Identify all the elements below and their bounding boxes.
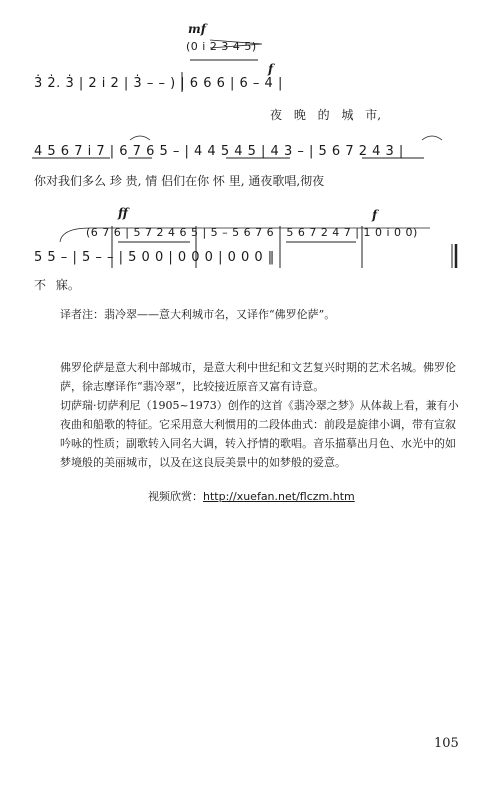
slur-mark <box>130 136 150 140</box>
score-row-1-lyrics: 夜 晚 的 城 市, <box>270 108 382 122</box>
video-label: 视频欣赏： <box>148 490 203 503</box>
dynamic-mf: mf <box>188 22 206 36</box>
score-row-1-notes: 3̇ 2̇. 3̇ | 2 i 2 | 3̇ – – ) | 6 6 6 | 6 – 4 | <box>34 76 283 91</box>
score-row-3-lower: 5 5 – | 5 – – | 5 0 0 | 0 0 0 | 0 0 0 ‖ <box>34 250 275 265</box>
dynamic-f: f <box>268 62 274 76</box>
page-number: 105 <box>434 736 459 751</box>
translator-note: 译者注：翡冷翠——意大利城市名，又译作“佛罗伦萨”。 <box>60 308 336 321</box>
paragraph-1: 佛罗伦萨是意大利中部城市，是意大利中世纪和文艺复兴时期的艺术名城。佛罗伦萨，徐志摩译作“翡冷翠”，比较接近原音又富有诗意。 <box>60 361 456 393</box>
slur-mark <box>422 136 442 140</box>
dynamic-f: f <box>372 208 378 222</box>
score-row-3-upper: (6 7 6 | 5 7 2 4 6 5 | 5 – 5 6 7 6 | 5 6 7 2 4 7 | 1 0 i 0 0) <box>86 226 418 239</box>
video-link[interactable]: http://xuefan.net/flczm.htm <box>203 490 355 503</box>
dynamic-ff: ff <box>118 206 128 220</box>
paragraph-2: 切萨瑞·切萨利尼（1905~1973）创作的这首《翡冷翠之梦》从体裁上看，兼有小夜曲和船歌的特征。它采用意大利惯用的二段体曲式：前段是旋律小调，带有宣叙吟咏的性质；副歌转入同名大调，转入抒情的歌唱。音乐描摹出月色、水光中的如梦境般的美丽城市，以及在这良辰美景中的如梦般的爱意。 <box>60 399 459 469</box>
score-row-2-notes: 4 5 6 7 i 7 | 6 7 6 5 – | 4 4 5 4 5 | 4 3 – | 5 6 7 2 4 3 | <box>34 144 404 159</box>
score-row-3-lyrics: 不 寐。 <box>34 278 80 292</box>
video-line <box>148 488 355 504</box>
score-row-2-lyrics: 你对我们多么 珍 贵, 情 侣们在你 怀 里, 通夜歌唱,彻夜 <box>34 174 325 188</box>
grace-notes: (0 i 2 3 4 5) <box>186 40 257 53</box>
